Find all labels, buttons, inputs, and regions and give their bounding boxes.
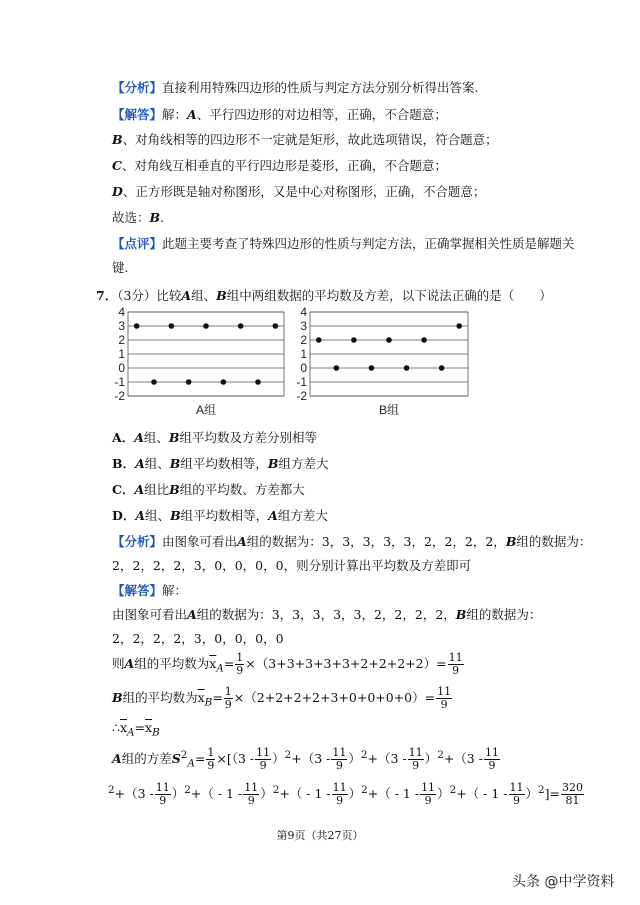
solution-text: 、正方形既是轴对称图形，又是中心对称图形，正确，不合题意； bbox=[122, 184, 486, 199]
numerator: 320 bbox=[562, 781, 583, 795]
denominator: 9 bbox=[412, 759, 420, 773]
data-point bbox=[221, 379, 227, 385]
x-axis-label: B组 bbox=[378, 403, 400, 417]
data-point bbox=[316, 337, 322, 343]
mean-subscript: A bbox=[127, 726, 135, 739]
variance-subscript: A bbox=[187, 757, 195, 770]
option-letter: D bbox=[112, 184, 123, 199]
superscript: 2 bbox=[360, 749, 368, 761]
option-b bbox=[112, 455, 328, 473]
option-text: 组平均数及方差分别相等 bbox=[179, 430, 318, 445]
option-text: 组、 bbox=[143, 430, 169, 445]
denominator: 9 bbox=[224, 698, 232, 711]
fraction bbox=[224, 686, 233, 711]
option-text: 组比 bbox=[144, 482, 170, 497]
fraction bbox=[206, 747, 215, 772]
data-point bbox=[273, 323, 279, 329]
expression: +（ - 1 - bbox=[190, 786, 243, 802]
fraction bbox=[436, 686, 452, 711]
data-point bbox=[351, 337, 357, 343]
denominator: 9 bbox=[336, 794, 344, 808]
denominator: 9 bbox=[335, 759, 343, 773]
option-letter: C bbox=[112, 158, 122, 173]
option-c bbox=[112, 481, 305, 499]
solution-text: 组的数据为：3，3，3，3，3，2，2，2，2， bbox=[196, 607, 456, 622]
superscript: 2 bbox=[437, 749, 444, 761]
denominator: 9 bbox=[424, 794, 432, 808]
equals-sign: = bbox=[194, 751, 206, 767]
equals-sign: = bbox=[223, 656, 235, 671]
variance-symbol: S bbox=[171, 751, 181, 767]
question-7 bbox=[96, 287, 552, 305]
option-text: 组方差大 bbox=[277, 508, 328, 523]
data-point bbox=[151, 379, 157, 385]
superscript: 2 bbox=[538, 784, 545, 796]
fraction bbox=[448, 652, 464, 677]
expression: ） bbox=[171, 786, 185, 802]
group-letter: B bbox=[267, 456, 279, 471]
superscript: 2 bbox=[184, 784, 191, 796]
numerator: 11 bbox=[448, 651, 463, 664]
fraction bbox=[332, 782, 348, 807]
numerator: 11 bbox=[509, 781, 524, 795]
analysis-tag: 【分析】 bbox=[112, 80, 163, 95]
denominator: 9 bbox=[247, 794, 255, 808]
equals-sign: = bbox=[212, 690, 223, 705]
analysis-text: 由图象可看出 bbox=[162, 534, 238, 549]
group-a-scatter-chart bbox=[108, 306, 288, 424]
denominator: 9 bbox=[488, 759, 496, 773]
option-d bbox=[112, 507, 328, 525]
y-tick-label: -2 bbox=[114, 389, 125, 403]
analysis-text: 组的数据为： bbox=[516, 534, 592, 549]
solution-text: 、平行四边形的对边相等，正确，不合题意； bbox=[196, 107, 447, 122]
expression: ×（3+3+3+3+3+2+2+2+2）= bbox=[245, 656, 447, 671]
data-point bbox=[421, 337, 427, 343]
option-a bbox=[112, 429, 317, 447]
numerator: 11 bbox=[256, 746, 271, 760]
solution-line bbox=[112, 106, 447, 124]
option-label: B． bbox=[112, 456, 136, 471]
group-letter: A bbox=[237, 534, 247, 549]
comment-tag: 【点评】 bbox=[112, 236, 163, 251]
choice-suffix: . bbox=[160, 210, 165, 225]
numerator: 11 bbox=[408, 746, 423, 760]
question-number: 7． bbox=[96, 288, 118, 303]
fraction bbox=[155, 782, 171, 807]
superscript: 2 bbox=[284, 749, 292, 761]
numerator: 11 bbox=[421, 781, 436, 795]
solution-text: 组的数据为： bbox=[466, 607, 542, 622]
analysis-text: 组的数据为：3，3，3，3，3，2，2，2，2， bbox=[246, 534, 506, 549]
mean-symbol: $\overline{x}$ bbox=[197, 690, 205, 705]
fraction bbox=[243, 782, 259, 807]
expression: +（ - 1 - bbox=[279, 786, 331, 802]
option-label: D． bbox=[112, 508, 136, 523]
data-point bbox=[203, 323, 209, 329]
y-tick-label: 0 bbox=[300, 361, 307, 375]
analysis-7-line-2 bbox=[112, 557, 471, 575]
comment-line-2 bbox=[112, 259, 128, 277]
denominator: 9 bbox=[207, 759, 215, 773]
solution-text: 解： bbox=[162, 583, 188, 598]
mean-subscript: B bbox=[152, 726, 160, 739]
numerator: 11 bbox=[332, 746, 347, 760]
group-letter: A bbox=[268, 508, 278, 523]
comment-line bbox=[112, 235, 575, 253]
solution-7-line-2 bbox=[112, 630, 284, 648]
denominator: 9 bbox=[159, 794, 167, 808]
denominator: 9 bbox=[236, 664, 244, 677]
group-letter: B bbox=[216, 288, 227, 303]
solution-text: 组的平均数为 bbox=[134, 656, 210, 671]
group-letter: A bbox=[134, 482, 145, 497]
y-tick-label: -2 bbox=[296, 389, 307, 403]
superscript: 2 bbox=[108, 784, 115, 796]
expression: ） bbox=[348, 786, 362, 802]
data-point bbox=[439, 365, 445, 371]
solution-7 bbox=[112, 582, 187, 600]
expression: ） bbox=[348, 751, 361, 767]
fraction bbox=[484, 747, 500, 772]
option-text: 组、 bbox=[144, 456, 170, 471]
group-letter: A bbox=[181, 288, 192, 303]
option-text: 组平均数相等， bbox=[180, 456, 268, 471]
option-letter: A bbox=[187, 107, 197, 122]
expression: ×[（3 - bbox=[216, 751, 255, 767]
expression: ]= bbox=[544, 786, 560, 802]
y-tick-label: 4 bbox=[118, 306, 125, 319]
solution-prefix: 解： bbox=[162, 107, 188, 122]
therefore-symbol: ∴ bbox=[112, 720, 120, 735]
group-letter: B bbox=[505, 534, 517, 549]
solution-text: 则 bbox=[112, 656, 125, 671]
option-letter: B bbox=[112, 132, 123, 147]
group-letter: B bbox=[169, 456, 181, 471]
y-tick-label: 2 bbox=[300, 333, 307, 347]
numerator: 11 bbox=[244, 781, 259, 795]
data-point bbox=[369, 365, 375, 371]
expression: ×（2+2+2+2+3+0+0+0+0）= bbox=[233, 690, 436, 705]
analysis-line bbox=[112, 79, 479, 97]
fraction bbox=[255, 747, 271, 772]
expression: +（ - 1 - bbox=[456, 786, 508, 802]
superscript: 2 bbox=[449, 784, 457, 796]
fraction bbox=[420, 782, 436, 807]
solution-text: 组的方差 bbox=[121, 751, 172, 767]
numerator: 1 bbox=[224, 685, 232, 698]
solution-text: 由图象可看出 bbox=[112, 607, 188, 622]
solution-c-line bbox=[112, 157, 447, 175]
expression: +（ - 1 - bbox=[367, 786, 420, 802]
data-point bbox=[169, 323, 175, 329]
comment-text: 此题主要考查了特殊四边形的性质与判定方法，正确掌握相关性质是解题关 bbox=[162, 236, 575, 251]
y-tick-label: 3 bbox=[118, 319, 125, 333]
denominator: 9 bbox=[513, 794, 520, 808]
group-letter: A bbox=[112, 751, 122, 767]
comment-text: 键. bbox=[112, 260, 129, 275]
expression: +（3 - bbox=[114, 786, 154, 802]
denominator: 9 bbox=[452, 664, 460, 677]
choice-letter: B bbox=[149, 210, 161, 225]
solution-tag: 【解答】 bbox=[112, 107, 163, 122]
expression: ） bbox=[424, 751, 438, 767]
question-text: 组中两组数据的平均数及方差，以下说法正确的是（ ） bbox=[226, 288, 552, 303]
data-point bbox=[334, 365, 340, 371]
y-tick-label: 2 bbox=[118, 333, 125, 347]
question-points: （3分） bbox=[117, 288, 157, 303]
group-letter: B bbox=[168, 430, 180, 445]
expression: ） bbox=[437, 786, 450, 802]
data-point bbox=[386, 337, 392, 343]
choice-prefix: 故选： bbox=[112, 210, 150, 225]
mean-symbol: $\overline{x}$ bbox=[209, 656, 217, 671]
mean-subscript: A bbox=[216, 662, 224, 675]
option-text: 组、 bbox=[145, 508, 171, 523]
expression: ） bbox=[525, 786, 539, 802]
variance-a-line-2 bbox=[108, 781, 585, 807]
group-letter: B bbox=[169, 482, 180, 497]
numerator: 11 bbox=[155, 781, 170, 795]
y-tick-label: -1 bbox=[114, 375, 125, 389]
group-b-scatter-chart bbox=[290, 306, 472, 424]
mean-b-line bbox=[112, 686, 453, 712]
analysis-7 bbox=[112, 533, 591, 551]
group-letter: B bbox=[170, 508, 181, 523]
analysis-text: 2，2，2，2，3，0，0，0，0，则分别计算出平均数及方差即可 bbox=[112, 558, 472, 573]
solution-b-line bbox=[112, 131, 498, 149]
option-text: 组方差大 bbox=[278, 456, 329, 471]
y-tick-label: 3 bbox=[300, 319, 307, 333]
group-letter: A bbox=[124, 656, 135, 671]
group-letter: B bbox=[455, 607, 467, 622]
mean-symbol: $\overline{x}$ bbox=[119, 720, 128, 735]
data-point bbox=[456, 323, 462, 329]
y-tick-label: -1 bbox=[296, 375, 307, 389]
superscript: 2 bbox=[361, 784, 368, 796]
option-text: 组的平均数、方差都大 bbox=[179, 482, 305, 497]
group-letter: A bbox=[187, 607, 197, 622]
solution-text: 、对角线相等的四边形不一定就是矩形，故此选项错误，符合题意； bbox=[122, 132, 498, 147]
numerator: 11 bbox=[332, 781, 347, 795]
group-letter: A bbox=[135, 456, 145, 471]
choice-line bbox=[112, 209, 164, 227]
x-axis-label: A组 bbox=[195, 403, 217, 417]
variance-a-line bbox=[112, 746, 501, 773]
group-letter: A bbox=[134, 430, 144, 445]
data-point bbox=[255, 379, 261, 385]
analysis-text: 直接利用特殊四边形的性质与判定方法分别分析得出答案. bbox=[162, 80, 479, 95]
expression: +（3 - bbox=[443, 751, 483, 767]
question-text: 组、 bbox=[191, 288, 217, 303]
superscript: 2 bbox=[272, 784, 280, 796]
solution-text: 、对角线互相垂直的平行四边形是菱形，正确，不合题意； bbox=[121, 158, 447, 173]
option-label: A． bbox=[112, 430, 135, 445]
data-point bbox=[238, 323, 244, 329]
y-tick-label: 4 bbox=[300, 306, 307, 319]
expression: +（3 - bbox=[367, 751, 407, 767]
page-footer: 第9页（共27页） bbox=[276, 829, 364, 842]
y-tick-label: 0 bbox=[118, 361, 125, 375]
group-letter: A bbox=[135, 508, 146, 523]
watermark: 头条 @中学资料 bbox=[512, 874, 615, 890]
numerator: 11 bbox=[437, 685, 452, 698]
denominator: 9 bbox=[259, 759, 267, 773]
y-tick-label: 1 bbox=[300, 347, 307, 361]
data-point bbox=[134, 323, 140, 329]
option-label: C． bbox=[112, 482, 135, 497]
analysis-tag: 【分析】 bbox=[112, 534, 163, 549]
solution-tag: 【解答】 bbox=[112, 583, 163, 598]
expression: +（3 - bbox=[291, 751, 331, 767]
numerator: 1 bbox=[207, 746, 215, 760]
data-point bbox=[186, 379, 192, 385]
fraction bbox=[235, 652, 244, 677]
y-tick-label: 1 bbox=[118, 347, 125, 361]
mean-a-line bbox=[112, 652, 465, 678]
question-text: 比较 bbox=[156, 288, 182, 303]
fraction bbox=[408, 747, 424, 772]
mean-subscript: B bbox=[204, 696, 213, 709]
denominator: 9 bbox=[440, 698, 448, 711]
solution-text: 2，2，2，2，3，0，0，0，0 bbox=[112, 631, 284, 646]
numerator: 1 bbox=[236, 651, 244, 664]
group-letter: B bbox=[112, 690, 123, 705]
expression: ） bbox=[260, 786, 273, 802]
solution-7-line-1 bbox=[112, 606, 541, 624]
solution-d-line bbox=[112, 183, 485, 201]
numerator: 11 bbox=[484, 746, 499, 760]
data-point bbox=[404, 365, 410, 371]
denominator: 81 bbox=[565, 794, 580, 808]
therefore-line bbox=[112, 719, 160, 742]
fraction bbox=[561, 782, 584, 807]
mean-symbol: $\overline{x}$ bbox=[145, 720, 153, 735]
expression: ） bbox=[272, 751, 285, 767]
solution-text: 组的平均数为 bbox=[122, 690, 198, 705]
fraction bbox=[331, 747, 347, 772]
option-text: 组平均数相等， bbox=[180, 508, 269, 523]
variance-superscript: 2 bbox=[180, 749, 188, 761]
fraction bbox=[509, 782, 525, 807]
equals-sign: = bbox=[134, 720, 146, 735]
